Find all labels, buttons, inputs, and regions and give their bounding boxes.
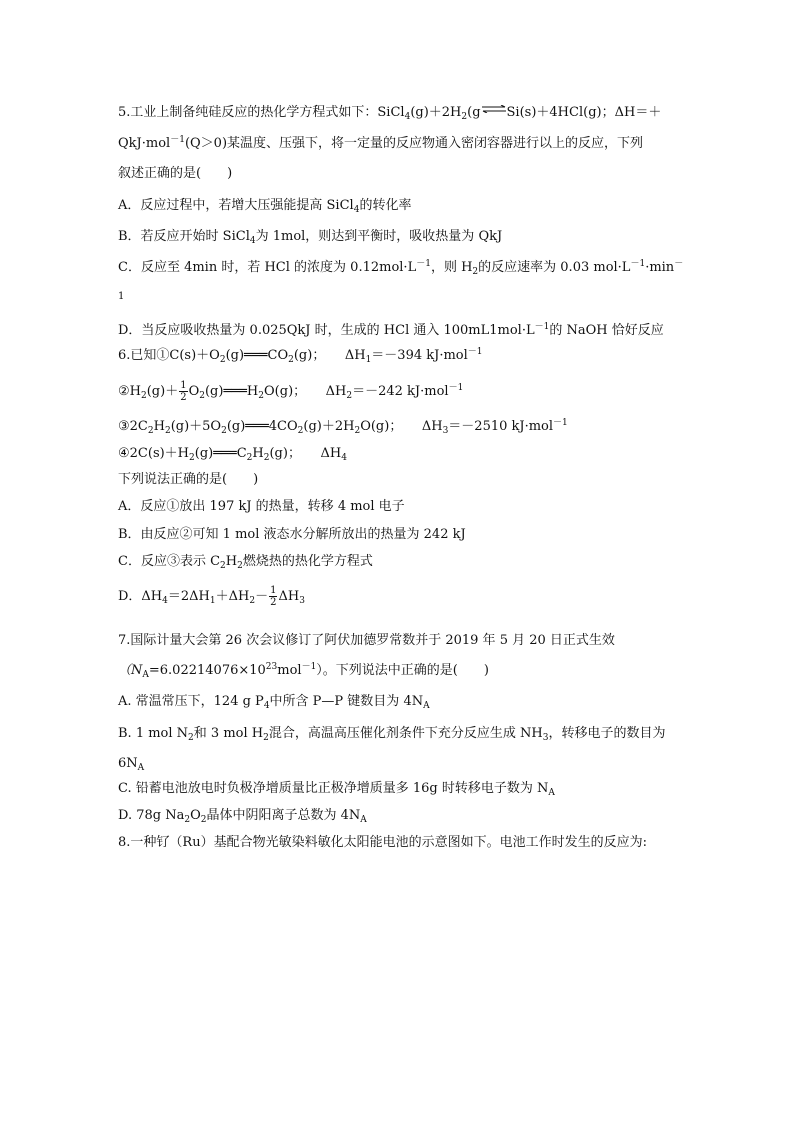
q7-option-c: C. 铅蓄电池放电时负极净增质量比正极净增质量多 16g 时转移电子数为 $N_A$ xyxy=(118,781,555,798)
q6-option-c: C．反应③表示 $C_2H_2$燃烧热的热化学方程式 xyxy=(118,554,373,571)
q6-option-d: D．$\Delta H_4=2\Delta H_1+\Delta H_2-$ $\frac{1}{2}$ $\Delta H_3$ xyxy=(118,585,305,608)
q5-option-a: A．反应过程中，若增大压强能提高 SiCl$_4$的转化率 xyxy=(118,198,412,215)
q6-reaction-4: $④2C(s)+H_2(g)═══C_2H_2(g)$； $\Delta H_4$ xyxy=(118,446,347,463)
q6-reaction-1: 6.已知$①C(s)+O_2(g)═══CO_2(g)$； $\Delta H_1=-394$ kJ·mol$^{-1}$ xyxy=(118,347,483,365)
fraction-half: $\frac{1}{2}$ xyxy=(180,380,187,403)
q5-stem-line1: 5.工业上制备纯硅反应的热化学方程式如下：$SiCl_4(g)+2H_2(g$ Si(s)＋4HCl(g)；ΔH＝＋ xyxy=(118,104,683,122)
q5-option-b: B．若反应开始时 SiCl$_4$为 1mol，则达到平衡时，吸收热量为 QkJ xyxy=(118,229,503,246)
q6-reaction-3: $③2C_2H_2(g)+5O_2(g)═══4CO_2(g)+2H_2O(g)$； $\Delta H_3=-2510$ kJ·mol$^{-1}$ xyxy=(118,418,568,436)
q7-option-b: B. 1 mol $N_2$和 3 mol $H_2$混合，高温高压催化剂条件下充分反应生成 $NH_3$，转移电子的数目为 xyxy=(118,726,666,743)
q6-option-b: B．由反应②可知 1 mol 液态水分解所放出的热量为 242 kJ xyxy=(118,527,466,542)
q6-option-a: A．反应①放出 197 kJ 的热量，转移 4 mol 电子 xyxy=(118,499,405,514)
q8-stem: 8.一种钌（Ru）基配合物光敏染料敏化太阳能电池的示意图如下。电池工作时发生的反应为: xyxy=(118,835,647,850)
q5-option-d: D．当反应吸收热量为 0.025QkJ 时，生成的 HCl 通入 $100mL1mol\cdot L^{-1}$的 NaOH 恰好反应 xyxy=(118,322,664,338)
q7-option-b-wrap: $6N_A$ xyxy=(118,756,145,773)
q6-stem: 下列说法正确的是( ) xyxy=(118,472,259,487)
reversible-arrow-icon xyxy=(481,101,507,119)
q7-option-a: A. 常温常压下，124 g $P_4$中所含 P—P 键数目为 $4N_A$ xyxy=(118,694,430,711)
fraction-half: $\frac{1}{2}$ xyxy=(270,585,277,608)
q7-option-d: D. 78g $Na_2O_2$晶体中阴阳离子总数为 $4N_A$ xyxy=(118,808,367,825)
q6-reaction-2: $②H_2(g)+$ $\frac{1}{2}$ $O_2(g)═══H_2O(g)$； $\Delta H_2=-242$ kJ·mol$^{-1}$ xyxy=(118,380,464,403)
q5-option-c-wrap: 1 xyxy=(118,291,125,302)
q7-stem-line1: 7.国际计量大会第 26 次会议修订了阿伏加德罗常数并于 2019 年 5 月 20 日正式生效 xyxy=(118,633,615,648)
q5-option-c: C．反应至 4min 时，若 HCl 的浓度为 $0.12mol\cdot L^{-1}$，则 $H_2$的反应速率为 0.03 $mol\cdot L^{-1}\cdot\min^-$ xyxy=(118,259,684,277)
q7-stem-line2: $(N_A=6.02214076\times 10^{23}mol^{-1})$。下列说法中正确的是( ) xyxy=(118,662,489,680)
q5-stem-line3: 叙述正确的是( ) xyxy=(118,166,233,181)
q5-stem-line2: QkJ·mol$^{-1}$(Q＞0)某温度、压强下，将一定量的反应物通入密闭容器进行以上的反应，下列 xyxy=(118,135,644,151)
